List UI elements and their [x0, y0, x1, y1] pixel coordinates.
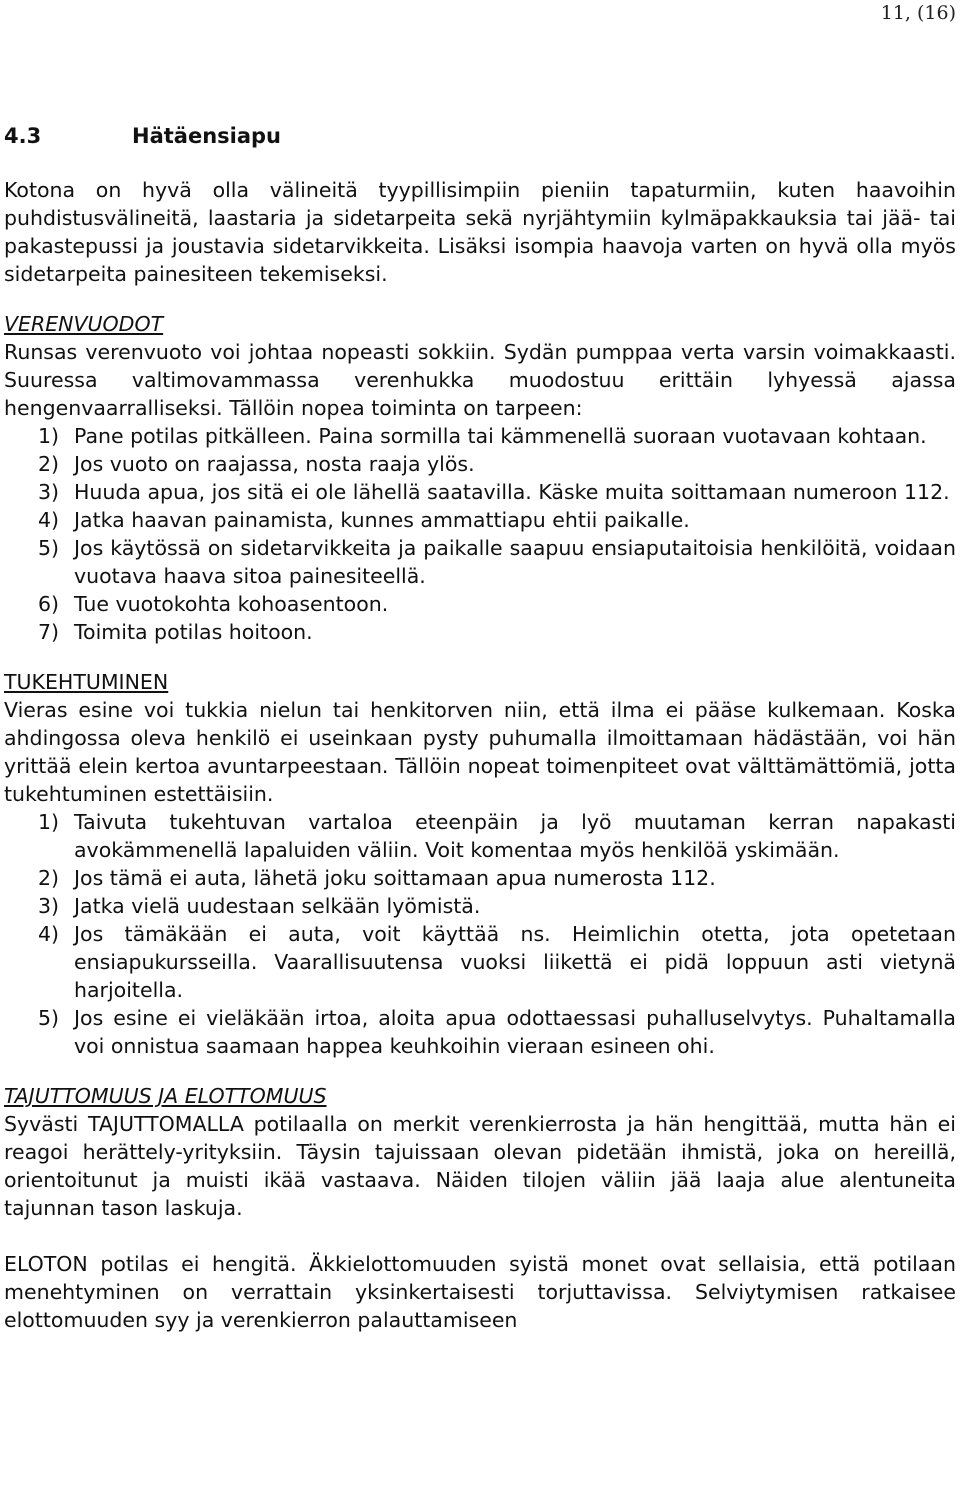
step-number: 4): [38, 922, 60, 946]
intro-paragraph: Kotona on hyvä olla välineitä tyypillisimpiin pieniin tapaturmiin, kuten haavoihin puhdistusvälineitä, laastaria ja sidetarpeita sekä nyrjähtymiin kylmäpakkauksia tai jää- tai pakastepussi ja joustavia sidetarvikkeita. Lisäksi isompia haavoja varten on hyvä olla myös sidetarpeita painesiteen tekemiseksi.: [4, 178, 956, 286]
unconscious-paragraph: Syvästi TAJUTTOMALLA potilaalla on merkit verenkierrosta ja hän hengittää, mutta hän ei reagoi herättely-yrityksiin. Täysin tajuissaan olevan pidetään ihmistä, joka on hereillä, orientoitunut ja muisti ikää vastaava. Näiden tilojen väliin jää laaja alue alentuneita tajunnan tason laskuja.: [4, 1112, 956, 1220]
consciousness-heading: TAJUTTOMUUS JA ELOTTOMUUS: [4, 1084, 327, 1108]
choking-paragraph: Vieras esine voi tukkia nielun tai henkitorven niin, että ilma ei pääse kulkemaan. Koska ahdingossa oleva henkilö ei useinkaan pysty puhumalla ilmoittamaan hädästään, voi hän yrittää elein kertoa avuntarpeestaan. Tällöin nopeat toimenpiteet ovat välttämättömiä, jotta tukehtuminen estettäisiin.: [4, 698, 956, 806]
step-text: Toimita potilas hoitoon.: [74, 620, 313, 644]
page-number: 11, (16): [880, 2, 956, 24]
list-item: [4, 808, 956, 864]
choking-steps: [4, 808, 956, 1060]
bleeding-steps: [4, 422, 956, 646]
step-text: Tue vuotokohta kohoasentoon.: [74, 592, 389, 616]
step-text: Taivuta tukehtuvan vartaloa eteenpäin ja lyö muutaman kerran napakasti avokämmenellä lapaluiden väliin. Voit komentaa myös henkilöä yskimään.: [74, 810, 956, 862]
step-number: 4): [38, 508, 60, 532]
list-item: [4, 506, 956, 534]
section-heading: [4, 120, 956, 152]
lifeless-paragraph: ELOTON potilas ei hengitä. Äkkielottomuuden syistä monet ovat sellaisia, että potilaan menehtyminen on verrattain yksinkertaisesti torjuttavissa. Selviytymisen ratkaisee elottomuuden syy ja verenkierron palauttamiseen: [4, 1252, 956, 1332]
step-number: 1): [38, 810, 60, 834]
list-item: [4, 892, 956, 920]
step-number: 2): [38, 452, 60, 476]
section-title: Hätäensiapu: [132, 124, 281, 148]
list-item: [4, 478, 956, 506]
list-item: [4, 422, 956, 450]
section-number: 4.3: [4, 124, 42, 148]
step-text: Jos tämä ei auta, lähetä joku soittamaan apua numerosta 112.: [74, 866, 716, 890]
bleeding-paragraph: Runsas verenvuoto voi johtaa nopeasti sokkiin. Sydän pumppaa verta varsin voimakkaasti. Suuressa valtimovammassa verenhukka muodostuu erittäin lyhyessä ajassa hengenvaarralliseksi. Tällöin nopea toiminta on tarpeen:: [4, 340, 956, 420]
bleeding-heading: VERENVUODOT: [4, 312, 164, 336]
step-number: 5): [38, 1006, 60, 1030]
list-item: [4, 920, 956, 1004]
step-text: Jos käytössä on sidetarvikkeita ja paikalle saapuu ensiaputaitoisia henkilöitä, voidaan vuotava haava sitoa painesiteellä.: [74, 536, 956, 588]
step-number: 7): [38, 620, 60, 644]
step-text: Jos vuoto on raajassa, nosta raaja ylös.: [74, 452, 475, 476]
step-number: 3): [38, 480, 60, 504]
step-number: 6): [38, 592, 60, 616]
step-text: Jos esine ei vieläkään irtoa, aloita apua odottaessasi puhalluselvytys. Puhaltamalla voi onnistua saamaan happea keuhkoihin vieraan esineen ohi.: [74, 1006, 956, 1058]
step-text: Huuda apua, jos sitä ei ole lähellä saatavilla. Käske muita soittamaan numeroon 112.: [74, 480, 950, 504]
step-text: Pane potilas pitkälleen. Paina sormilla tai kämmenellä suoraan vuotavaan kohtaan.: [74, 424, 927, 448]
list-item: [4, 450, 956, 478]
choking-heading: TUKEHTUMINEN: [4, 670, 169, 694]
step-number: 3): [38, 894, 60, 918]
paragraph-spacer: [4, 1222, 956, 1250]
list-item: [4, 864, 956, 892]
step-number: 2): [38, 866, 60, 890]
list-item: [4, 618, 956, 646]
step-text: Jatka vielä uudestaan selkään lyömistä.: [74, 894, 481, 918]
list-item: [4, 1004, 956, 1060]
step-number: 1): [38, 424, 60, 448]
step-text: Jatka haavan painamista, kunnes ammattiapu ehtii paikalle.: [74, 508, 690, 532]
list-item: [4, 590, 956, 618]
document-body: [4, 120, 956, 1334]
step-number: 5): [38, 536, 60, 560]
step-text: Jos tämäkään ei auta, voit käyttää ns. Heimlichin otetta, jota opetetaan ensiapukursseilla. Vaarallisuutensa vuoksi liikettä ei pidä loppuun asti vietynä harjoitella.: [74, 922, 956, 1002]
list-item: [4, 534, 956, 590]
